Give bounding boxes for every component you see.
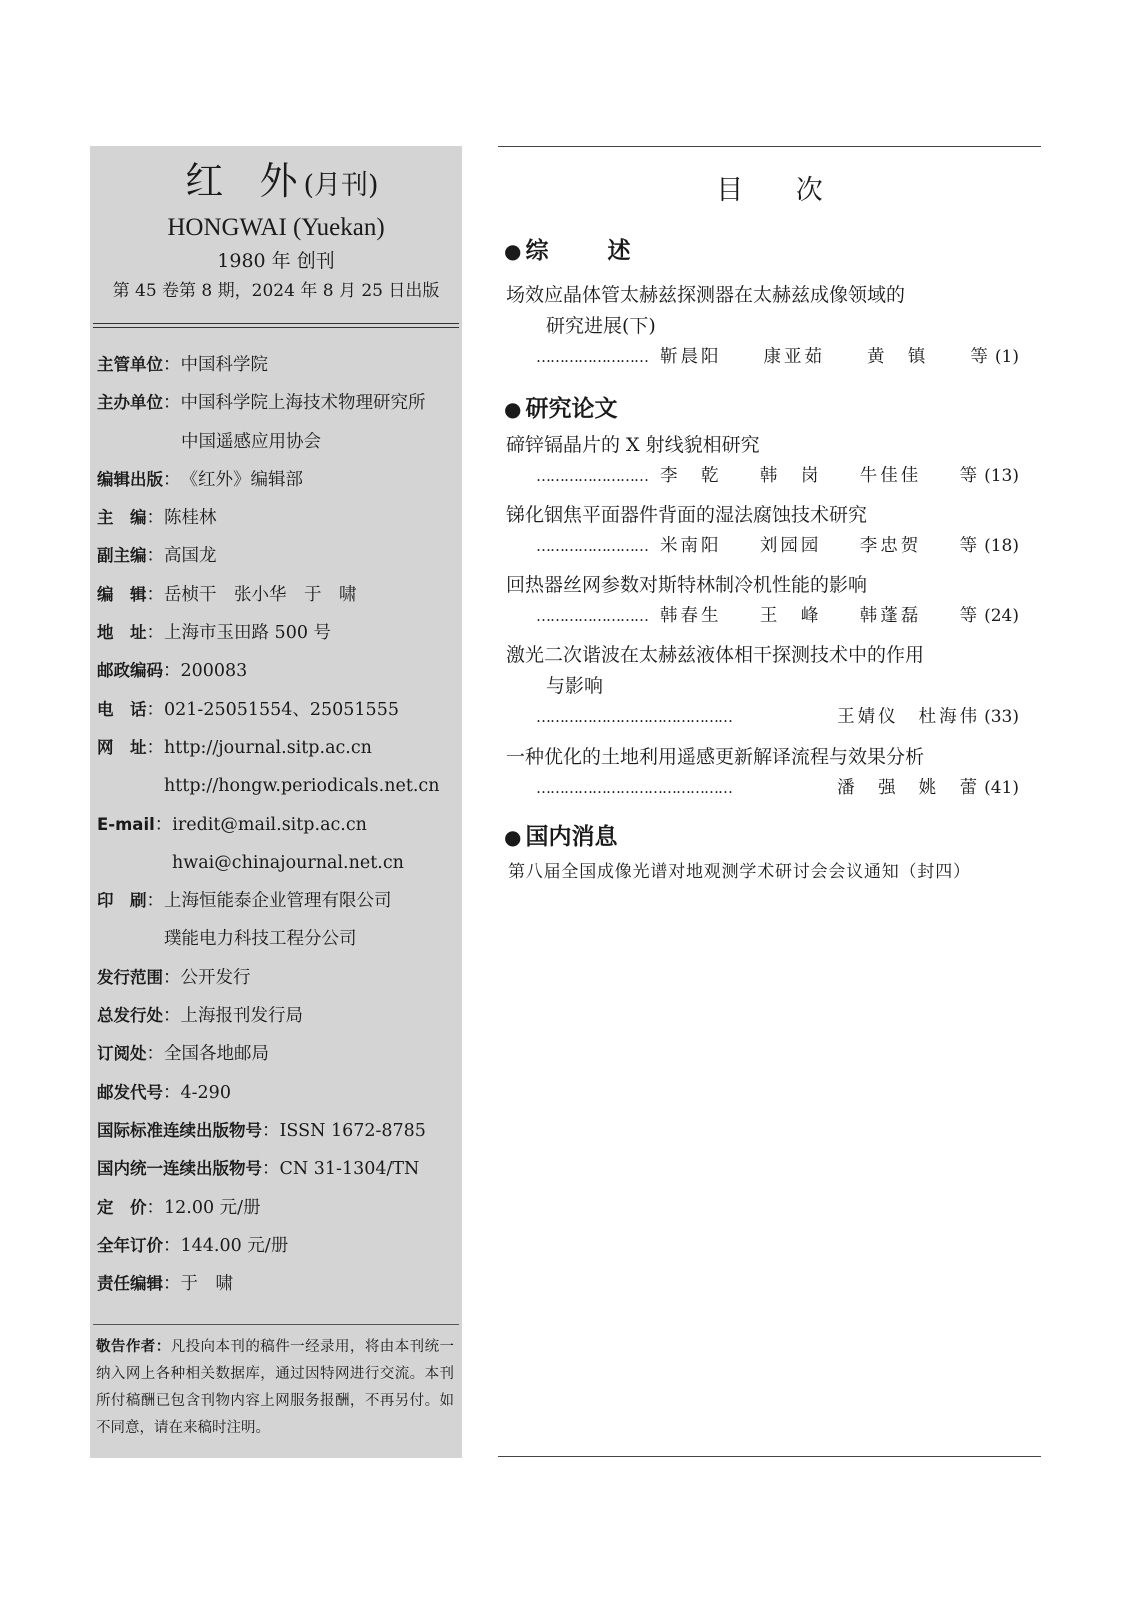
info-value: 璞能电力科技工程分公司 [164, 929, 357, 950]
page-number: (13) [984, 466, 1019, 486]
info-label: 主管单位 [97, 355, 163, 374]
info-label: 电 话 [97, 699, 147, 719]
article-meta [506, 773, 1041, 804]
info-value: 中国遥感应用协会 [181, 431, 321, 452]
article-authors [744, 773, 980, 804]
news-item[interactable]: 第八届全国成像光谱对地观测学术研讨会会议通知（封四） [508, 862, 971, 882]
author-name: 等 [959, 466, 981, 486]
info-row: 主办单位： 中国科学院上海技术物理研究所 [97, 388, 462, 426]
info-row: 国际标准连续出版物号： ISSN 1672-8785 [97, 1116, 462, 1154]
info-row: 邮发代号： 4-290 [97, 1078, 462, 1116]
bullet-icon: ● [504, 239, 522, 263]
toc-top-rule [498, 146, 1041, 147]
article-meta [506, 461, 1041, 492]
author-name: 靳晨阳 [660, 347, 722, 367]
notice-text: 凡投向本刊的稿件一经录用，将由本刊统一纳入网上各种相关数据库，通过因特网进行交流。本刊所付稿酬已包含刊物内容上网服务报酬，不再另付。如不同意，请在来稿时注明。 [96, 1339, 455, 1436]
article-title-line: 激光二次谐波在太赫兹液体相干探测技术中的作用 [506, 644, 925, 666]
author-name: 韩 岗 [759, 466, 822, 486]
info-label: 总发行处 [97, 1006, 163, 1026]
info-row: E-mail： iredit@mail.sitp.ac.cn [97, 810, 462, 848]
journal-title-text: 红 外 [185, 159, 310, 203]
info-value: hwai@chinajournal.net.cn [172, 852, 404, 873]
author-name: 韩春生 [660, 606, 722, 626]
article-title-line: 场效应晶体管太赫兹探测器在太赫兹成像领域的 [506, 284, 906, 306]
bullet-icon: ● [504, 397, 522, 421]
info-row-continuation [97, 427, 462, 465]
journal-info-panel [90, 146, 462, 1458]
info-label: 编 辑 [97, 584, 147, 604]
article-meta [506, 702, 1041, 733]
author-name: 韩蓬磊 [859, 606, 922, 626]
author-name: 等 [959, 536, 981, 556]
leader-dots: …………………………………… [536, 779, 732, 797]
info-row: 印 刷： 上海恒能泰企业管理有限公司 [97, 886, 462, 924]
info-row: 网 址： http://journal.sitp.ac.cn [97, 733, 462, 771]
article-title-line: 与影响 [546, 675, 604, 697]
article-meta [506, 601, 1041, 632]
leader-dots: …………………… [536, 607, 648, 625]
article-authors [660, 601, 980, 632]
info-label: 主 编 [97, 508, 147, 528]
section-news: ● 国内消息 [504, 824, 618, 850]
author-name: 杜海伟 [918, 707, 981, 727]
info-row: 订阅处： 全国各地邮局 [97, 1039, 462, 1077]
info-row: 国内统一连续出版物号： CN 31-1304/TN [97, 1154, 462, 1192]
info-label: 邮政编码 [97, 661, 163, 681]
info-value: 公开发行 [180, 967, 251, 988]
info-value: 《红外》编辑部 [180, 469, 303, 490]
author-name: 李忠贺 [859, 536, 922, 556]
toc-article[interactable] [506, 280, 1041, 373]
author-name: 刘园园 [759, 536, 822, 556]
author-name: 等 [959, 606, 981, 626]
info-value: 陈桂林 [164, 508, 217, 529]
info-value: CN 31-1304/TN [279, 1159, 420, 1180]
info-label: 编辑出版 [97, 469, 163, 489]
toc-article[interactable] [506, 430, 1041, 492]
info-row: 电 话： 021-25051554、25051555 [97, 695, 462, 733]
article-authors [744, 702, 980, 733]
founded-year: 1980 年 创刊 [217, 250, 335, 272]
author-name: 牛佳佳 [859, 466, 922, 486]
section-review: ● 综 述 [504, 238, 649, 264]
leader-dots: …………………… [536, 348, 648, 366]
info-row-continuation [97, 771, 462, 809]
info-value: 中国科学院 [180, 355, 268, 375]
info-row: 地 址： 上海市玉田路 500 号 [97, 618, 462, 656]
page-number: (18) [984, 536, 1019, 556]
info-value: http://hongw.periodicals.net.cn [164, 776, 440, 797]
info-value: ISSN 1672-8785 [279, 1120, 426, 1141]
info-value: 高国龙 [164, 546, 217, 567]
info-value: 200083 [180, 661, 248, 682]
author-name: 潘 强 [837, 778, 899, 798]
info-value: 12.00 元/册 [164, 1197, 261, 1218]
page-number: (1) [994, 347, 1019, 367]
toc-article[interactable] [506, 500, 1041, 562]
author-name: 姚 蕾 [918, 778, 981, 798]
info-label: 网 址 [97, 737, 147, 757]
info-value: http://journal.sitp.ac.cn [164, 737, 372, 758]
info-row: 定 价： 12.00 元/册 [97, 1193, 462, 1231]
info-value: 144.00 元/册 [180, 1235, 289, 1256]
info-label: 主办单位 [97, 393, 163, 413]
masthead-divider [93, 323, 459, 328]
publication-info-list [90, 350, 462, 1307]
article-title-line: 锑化铟焦平面器件背面的湿法腐蚀技术研究 [506, 504, 868, 526]
info-row: 邮政编码： 200083 [97, 656, 462, 694]
info-value: 上海报刊发行局 [180, 1006, 303, 1027]
journal-subtitle: (月刊) [303, 170, 379, 201]
section-research: ● 研究论文 [504, 396, 618, 422]
author-name: 康亚茹 [763, 347, 825, 367]
toc-article[interactable] [506, 640, 1041, 733]
masthead [90, 146, 462, 305]
info-row: 主管单位： 中国科学院 [97, 350, 462, 388]
info-row-continuation [97, 848, 462, 886]
article-meta [506, 531, 1041, 562]
journal-title [102, 158, 462, 209]
leader-dots: …………………………………… [536, 708, 732, 726]
article-authors [660, 342, 991, 373]
author-name: 黄 镇 [866, 347, 929, 367]
journal-title-en: HONGWAI (Yuekan) [167, 214, 385, 241]
toc-article[interactable] [506, 742, 1041, 804]
author-name: 王婧仪 [837, 707, 899, 727]
info-label: 全年订价 [97, 1235, 163, 1255]
info-value: 上海恒能泰企业管理有限公司 [164, 891, 392, 912]
leader-dots: …………………… [536, 467, 648, 485]
page-number: (41) [984, 778, 1019, 798]
info-row: 责任编辑： 于 啸 [97, 1269, 462, 1307]
issue-info: 第 45 卷第 8 期，2024 年 8 月 25 日出版 [112, 281, 440, 301]
info-row-continuation [97, 924, 462, 962]
info-row: 总发行处： 上海报刊发行局 [97, 1001, 462, 1039]
info-label: 发行范围 [97, 967, 163, 987]
info-label: 印 刷 [97, 891, 147, 911]
article-authors [660, 531, 980, 562]
author-name: 米南阳 [660, 536, 722, 556]
leader-dots: …………………… [536, 537, 648, 555]
info-row: 副主编： 高国龙 [97, 541, 462, 579]
toc-bottom-rule [498, 1456, 1041, 1457]
info-label: 订阅处 [97, 1044, 147, 1064]
info-value: 4-290 [180, 1082, 231, 1103]
info-label: 责任编辑 [97, 1274, 163, 1294]
info-label: 国内统一连续出版物号 [97, 1159, 262, 1179]
info-row: 主 编： 陈桂林 [97, 503, 462, 541]
bullet-icon: ● [504, 825, 522, 849]
author-name: 王 峰 [759, 606, 822, 626]
author-name: 李 乾 [660, 466, 722, 486]
notice-divider [93, 1324, 459, 1325]
author-name: 等 [970, 347, 991, 367]
info-label: 地 址 [97, 623, 147, 643]
toc-article[interactable] [506, 570, 1041, 632]
page-number: (33) [984, 707, 1019, 727]
info-row: 编辑出版： 《红外》编辑部 [97, 465, 462, 503]
info-row: 编 辑： 岳桢干 张小华 于 啸 [97, 580, 462, 618]
article-authors [660, 461, 980, 492]
info-label: 邮发代号 [97, 1082, 163, 1102]
info-label: E-mail [97, 814, 155, 834]
info-label: 副主编 [97, 546, 147, 566]
info-label: 定 价 [97, 1197, 147, 1217]
info-row: 发行范围： 公开发行 [97, 963, 462, 1001]
info-value: 上海市玉田路 500 号 [164, 623, 332, 644]
info-label: 国际标准连续出版物号 [97, 1120, 262, 1140]
table-of-contents [498, 146, 1041, 1458]
toc-title: 目 次 [716, 175, 845, 206]
info-value: 中国科学院上海技术物理研究所 [180, 393, 426, 414]
info-value: 021-25051554、25051555 [164, 699, 399, 720]
info-value: 岳桢干 张小华 于 啸 [164, 584, 357, 605]
article-title-line: 回热器丝网参数对斯特林制冷机性能的影响 [506, 574, 868, 596]
article-title-line: 研究进展(下) [546, 315, 656, 337]
info-value: 于 啸 [180, 1274, 233, 1295]
info-row: 全年订价： 144.00 元/册 [97, 1231, 462, 1269]
notice-label: 敬告作者 [96, 1339, 156, 1355]
article-title-line: 碲锌镉晶片的 X 射线貌相研究 [506, 434, 760, 456]
article-title-line: 一种优化的土地利用遥感更新解译流程与效果分析 [506, 746, 925, 768]
author-notice: 敬告作者：凡投向本刊的稿件一经录用，将由本刊统一纳入网上各种相关数据库，通过因特网进行交流。本刊所付稿酬已包含刊物内容上网服务报酬，不再另付。如不同意，请在来稿时注明。 [96, 1339, 455, 1436]
info-value: iredit@mail.sitp.ac.cn [172, 814, 367, 835]
article-meta [506, 342, 1041, 373]
info-value: 全国各地邮局 [164, 1044, 269, 1065]
page-number: (24) [984, 606, 1019, 626]
